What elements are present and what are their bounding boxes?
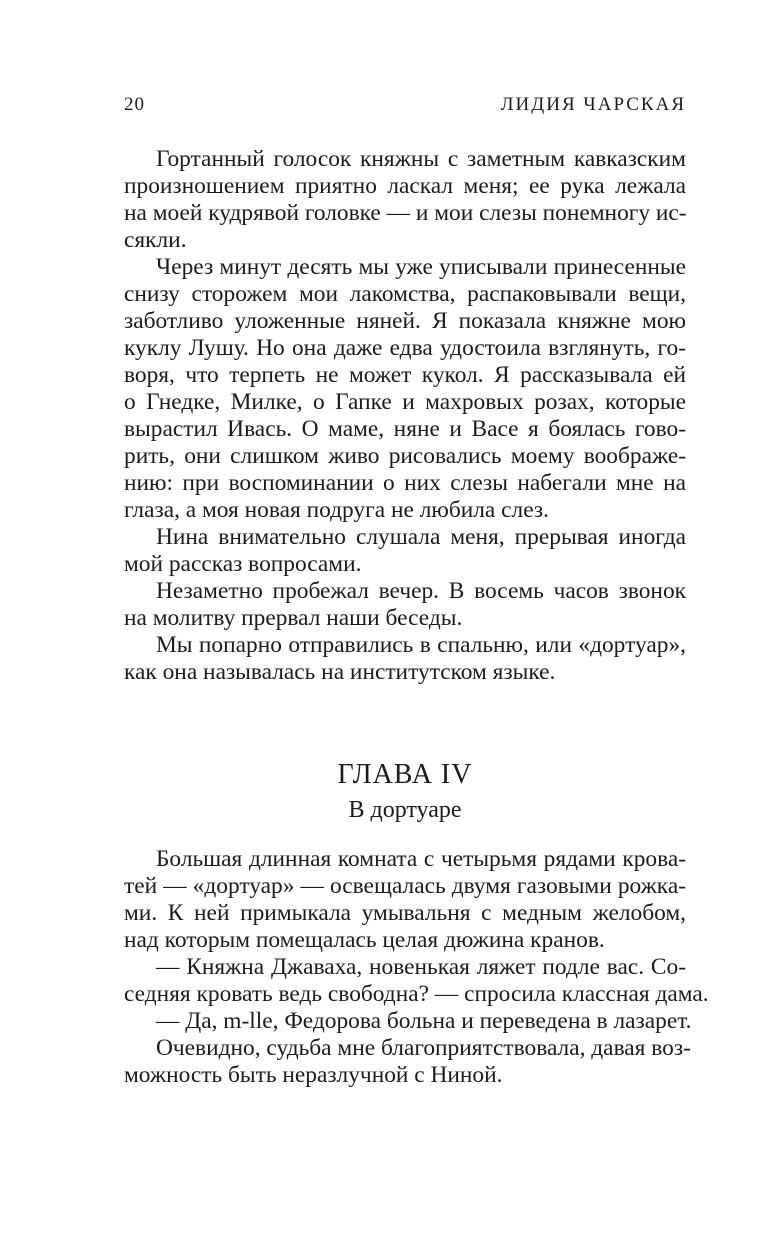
text-line: Через минут десять мы уже уписывали принесенные (156, 254, 686, 280)
text-line: воря, что терпеть не может кукол. Я рассказывала ей (124, 362, 686, 388)
text-line: — Княжна Джаваха, новенькая ляжет подле вас. Со- (156, 954, 686, 980)
paragraph (124, 632, 686, 686)
text-line: о Гнедке, Милке, о Гапке и махровых розах, которые (124, 389, 686, 415)
running-head-author: ЛИДИЯ ЧАРСКАЯ (500, 94, 686, 115)
chapter-number: ГЛАВА IV (337, 759, 473, 790)
chapter-heading (124, 758, 686, 826)
page-number: 20 (124, 94, 145, 115)
text-line: можность быть неразлучной с Ниной. (124, 1062, 503, 1088)
text-line: заботливо уложенные няней. Я показала княжне мою (124, 308, 686, 334)
text-line: Нина внимательно слушала меня, прерывая иногда (156, 524, 686, 550)
paragraph (124, 524, 686, 578)
text-line: рить, они слишком живо рисовались моему воображе- (124, 443, 686, 469)
text-line: над которым помещалась целая дюжина кранов. (124, 927, 605, 953)
text-line: — Да, m-lle, Федорова больна и переведена в лазарет. (156, 1008, 692, 1034)
text-line: нию: при воспоминании о них слезы набегали мне на (124, 470, 686, 496)
text-line: Незаметно пробежал вечер. В восемь часов звонок (156, 578, 686, 604)
text-line: как она называлась на институтском языке. (124, 659, 556, 685)
paragraph (124, 954, 709, 1008)
text-line: Гортанный голосок княжны с заметным кавказским (156, 146, 686, 172)
text-line: куклу Лушу. Но она даже едва удостоила взглянуть, го- (124, 335, 686, 361)
text-line: Мы попарно отправились в спальню, или «дортуар», (156, 632, 686, 658)
text-block-chapter-body (124, 846, 709, 1089)
text-line: произношением приятно ласкал меня; ее рука лежала (124, 173, 686, 199)
chapter-title: В дортуаре (348, 797, 462, 823)
paragraph (124, 578, 686, 632)
text-line: снизу сторожем мои лакомства, распаковывали вещи, (124, 281, 686, 307)
text-line: Большая длинная комната с четырьмя рядами крова- (156, 846, 686, 872)
text-line: мой рассказ вопросами. (124, 551, 362, 577)
text-line: сякли. (124, 227, 187, 253)
paragraph (124, 254, 686, 524)
text-line: на моей кудрявой головке — и мои слезы понемногу ис- (124, 200, 687, 226)
text-line: Очевидно, судьба мне благоприятствовала, давая воз- (156, 1035, 691, 1061)
paragraph (124, 1008, 692, 1035)
paragraph (124, 146, 686, 254)
text-line: вырастил Ивась. О маме, няне и Васе я боялась гово- (124, 416, 686, 442)
text-line: седняя кровать ведь свободна? — спросила классная дама. (124, 981, 709, 1007)
paragraph (124, 846, 686, 954)
text-line: тей — «дортуар» — освещалась двумя газовыми рожка- (124, 873, 686, 899)
paragraph (124, 1035, 691, 1089)
text-block-before-chapter (124, 146, 686, 686)
text-line: ми. К ней примыкала умывальня с медным желобом, (124, 900, 686, 926)
running-head (124, 94, 686, 124)
text-line: на молитву прервал наши беседы. (124, 605, 463, 631)
text-line: глаза, а моя новая подруга не любила слез. (124, 497, 549, 523)
